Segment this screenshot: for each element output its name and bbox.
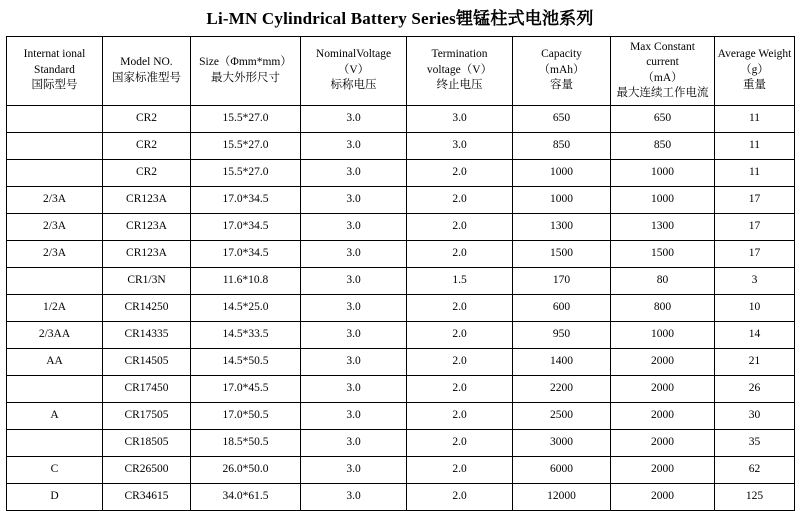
cell-international-standard: 1/2A — [7, 294, 103, 321]
table-header-row — [7, 36, 795, 105]
cell-max-constant-current: 2000 — [611, 402, 715, 429]
column-header-line: （V） — [337, 63, 370, 76]
column-header-line: 终止电压 — [436, 79, 483, 92]
cell-model-no: CR34615 — [103, 483, 191, 510]
cell-capacity: 1300 — [513, 213, 611, 240]
column-header-line: 最大外形尺寸 — [211, 71, 280, 84]
cell-international-standard — [7, 429, 103, 456]
cell-average-weight: 21 — [715, 348, 795, 375]
cell-model-no: CR1/3N — [103, 267, 191, 294]
table-row — [7, 159, 795, 186]
cell-max-constant-current: 2000 — [611, 429, 715, 456]
table-row — [7, 429, 795, 456]
column-header-line: Average Weight — [717, 48, 792, 61]
table-row — [7, 240, 795, 267]
cell-international-standard: A — [7, 402, 103, 429]
column-header-line: （mAh） — [538, 63, 585, 76]
cell-size: 17.0*50.5 — [191, 402, 301, 429]
table-row — [7, 294, 795, 321]
column-header-average-weight — [715, 36, 795, 105]
column-header-line: voltage（V） — [426, 63, 493, 76]
table-body — [7, 105, 795, 510]
cell-average-weight: 35 — [715, 429, 795, 456]
cell-max-constant-current: 1000 — [611, 186, 715, 213]
column-header-line: Internat ional — [23, 48, 86, 61]
cell-termination-voltage: 2.0 — [407, 159, 513, 186]
cell-size: 15.5*27.0 — [191, 105, 301, 132]
cell-size: 17.0*34.5 — [191, 240, 301, 267]
cell-termination-voltage: 2.0 — [407, 321, 513, 348]
cell-average-weight: 17 — [715, 186, 795, 213]
cell-size: 17.0*34.5 — [191, 213, 301, 240]
cell-termination-voltage: 2.0 — [407, 456, 513, 483]
cell-capacity: 3000 — [513, 429, 611, 456]
cell-size: 15.5*27.0 — [191, 159, 301, 186]
column-header-line: Standard — [34, 63, 75, 76]
table-row — [7, 456, 795, 483]
cell-nominal-voltage: 3.0 — [301, 132, 407, 159]
cell-nominal-voltage: 3.0 — [301, 402, 407, 429]
cell-average-weight: 30 — [715, 402, 795, 429]
table-row — [7, 105, 795, 132]
cell-model-no: CR2 — [103, 132, 191, 159]
cell-international-standard: C — [7, 456, 103, 483]
cell-termination-voltage: 2.0 — [407, 213, 513, 240]
column-header-line: 最大连续工作电流 — [616, 87, 709, 100]
cell-nominal-voltage: 3.0 — [301, 213, 407, 240]
cell-max-constant-current: 1500 — [611, 240, 715, 267]
cell-termination-voltage: 1.5 — [407, 267, 513, 294]
column-header-line: 重量 — [743, 79, 766, 92]
cell-nominal-voltage: 3.0 — [301, 186, 407, 213]
table-row — [7, 132, 795, 159]
cell-termination-voltage: 2.0 — [407, 429, 513, 456]
cell-max-constant-current: 2000 — [611, 348, 715, 375]
cell-international-standard — [7, 375, 103, 402]
cell-capacity: 170 — [513, 267, 611, 294]
cell-model-no: CR26500 — [103, 456, 191, 483]
cell-average-weight: 3 — [715, 267, 795, 294]
cell-average-weight: 10 — [715, 294, 795, 321]
cell-model-no: CR2 — [103, 159, 191, 186]
cell-international-standard: AA — [7, 348, 103, 375]
cell-nominal-voltage: 3.0 — [301, 240, 407, 267]
cell-size: 11.6*10.8 — [191, 267, 301, 294]
column-header-line: NominalVoltage — [315, 48, 392, 61]
cell-capacity: 1400 — [513, 348, 611, 375]
cell-nominal-voltage: 3.0 — [301, 294, 407, 321]
table-row — [7, 348, 795, 375]
cell-max-constant-current: 1000 — [611, 159, 715, 186]
cell-average-weight: 17 — [715, 213, 795, 240]
cell-nominal-voltage: 3.0 — [301, 348, 407, 375]
cell-termination-voltage: 3.0 — [407, 105, 513, 132]
column-header-line: 容量 — [550, 79, 573, 92]
cell-max-constant-current: 650 — [611, 105, 715, 132]
cell-nominal-voltage: 3.0 — [301, 456, 407, 483]
cell-international-standard — [7, 267, 103, 294]
cell-max-constant-current: 1300 — [611, 213, 715, 240]
cell-size: 14.5*50.5 — [191, 348, 301, 375]
cell-capacity: 950 — [513, 321, 611, 348]
cell-model-no: CR14335 — [103, 321, 191, 348]
cell-nominal-voltage: 3.0 — [301, 429, 407, 456]
cell-average-weight: 11 — [715, 132, 795, 159]
column-header-line: Max Constant current — [630, 40, 695, 69]
column-header-line: Termination — [431, 48, 488, 61]
cell-international-standard — [7, 132, 103, 159]
column-header-line: Model NO. — [120, 56, 173, 69]
cell-model-no: CR17450 — [103, 375, 191, 402]
cell-capacity: 1000 — [513, 159, 611, 186]
cell-max-constant-current: 80 — [611, 267, 715, 294]
cell-size: 34.0*61.5 — [191, 483, 301, 510]
cell-termination-voltage: 3.0 — [407, 132, 513, 159]
cell-average-weight: 11 — [715, 105, 795, 132]
column-header-max-constant-current — [611, 36, 715, 105]
cell-model-no: CR18505 — [103, 429, 191, 456]
page-title: Li-MN Cylindrical Battery Series锂锰柱式电池系列 — [206, 9, 594, 28]
cell-capacity: 6000 — [513, 456, 611, 483]
cell-international-standard: 2/3AA — [7, 321, 103, 348]
cell-international-standard: 2/3A — [7, 186, 103, 213]
table-row — [7, 402, 795, 429]
table-row — [7, 321, 795, 348]
cell-capacity: 12000 — [513, 483, 611, 510]
cell-size: 17.0*45.5 — [191, 375, 301, 402]
cell-international-standard — [7, 105, 103, 132]
cell-nominal-voltage: 3.0 — [301, 321, 407, 348]
column-header-line: Capacity — [541, 48, 582, 61]
cell-international-standard: D — [7, 483, 103, 510]
cell-termination-voltage: 2.0 — [407, 294, 513, 321]
table-row — [7, 483, 795, 510]
column-header-line: Size（Φmm*mm） — [199, 56, 292, 69]
cell-max-constant-current: 850 — [611, 132, 715, 159]
cell-nominal-voltage: 3.0 — [301, 483, 407, 510]
cell-capacity: 2200 — [513, 375, 611, 402]
battery-spec-table — [6, 36, 795, 511]
cell-termination-voltage: 2.0 — [407, 483, 513, 510]
cell-capacity: 2500 — [513, 402, 611, 429]
cell-capacity: 1500 — [513, 240, 611, 267]
column-header-line: （g） — [740, 63, 769, 76]
table-row — [7, 186, 795, 213]
cell-termination-voltage: 2.0 — [407, 348, 513, 375]
column-header-international-standard — [7, 36, 103, 105]
cell-average-weight: 125 — [715, 483, 795, 510]
cell-max-constant-current: 2000 — [611, 483, 715, 510]
cell-termination-voltage: 2.0 — [407, 402, 513, 429]
column-header-line: 标称电压 — [330, 79, 377, 92]
cell-average-weight: 17 — [715, 240, 795, 267]
cell-capacity: 1000 — [513, 186, 611, 213]
column-header-size — [191, 36, 301, 105]
cell-capacity: 850 — [513, 132, 611, 159]
table-row — [7, 375, 795, 402]
cell-size: 17.0*34.5 — [191, 186, 301, 213]
cell-model-no: CR123A — [103, 186, 191, 213]
column-header-termination-voltage — [407, 36, 513, 105]
cell-size: 14.5*25.0 — [191, 294, 301, 321]
cell-model-no: CR123A — [103, 240, 191, 267]
cell-termination-voltage: 2.0 — [407, 375, 513, 402]
table-header — [7, 36, 795, 105]
column-header-line: 国家标准型号 — [112, 71, 181, 84]
cell-average-weight: 26 — [715, 375, 795, 402]
table-row — [7, 267, 795, 294]
cell-nominal-voltage: 3.0 — [301, 159, 407, 186]
column-header-line: （mA） — [642, 71, 683, 84]
column-header-model-no — [103, 36, 191, 105]
cell-nominal-voltage: 3.0 — [301, 375, 407, 402]
cell-model-no: CR17505 — [103, 402, 191, 429]
cell-average-weight: 62 — [715, 456, 795, 483]
cell-max-constant-current: 1000 — [611, 321, 715, 348]
cell-model-no: CR14505 — [103, 348, 191, 375]
table-row — [7, 213, 795, 240]
cell-capacity: 650 — [513, 105, 611, 132]
column-header-capacity — [513, 36, 611, 105]
cell-termination-voltage: 2.0 — [407, 186, 513, 213]
cell-international-standard: 2/3A — [7, 240, 103, 267]
cell-size: 15.5*27.0 — [191, 132, 301, 159]
column-header-nominal-voltage — [301, 36, 407, 105]
cell-capacity: 600 — [513, 294, 611, 321]
cell-size: 14.5*33.5 — [191, 321, 301, 348]
cell-average-weight: 14 — [715, 321, 795, 348]
cell-nominal-voltage: 3.0 — [301, 105, 407, 132]
cell-model-no: CR14250 — [103, 294, 191, 321]
cell-termination-voltage: 2.0 — [407, 240, 513, 267]
cell-max-constant-current: 2000 — [611, 456, 715, 483]
cell-average-weight: 11 — [715, 159, 795, 186]
column-header-line: 国际型号 — [31, 79, 78, 92]
cell-international-standard: 2/3A — [7, 213, 103, 240]
cell-max-constant-current: 800 — [611, 294, 715, 321]
cell-nominal-voltage: 3.0 — [301, 267, 407, 294]
cell-model-no: CR123A — [103, 213, 191, 240]
cell-size: 26.0*50.0 — [191, 456, 301, 483]
cell-max-constant-current: 2000 — [611, 375, 715, 402]
cell-international-standard — [7, 159, 103, 186]
cell-model-no: CR2 — [103, 105, 191, 132]
cell-size: 18.5*50.5 — [191, 429, 301, 456]
